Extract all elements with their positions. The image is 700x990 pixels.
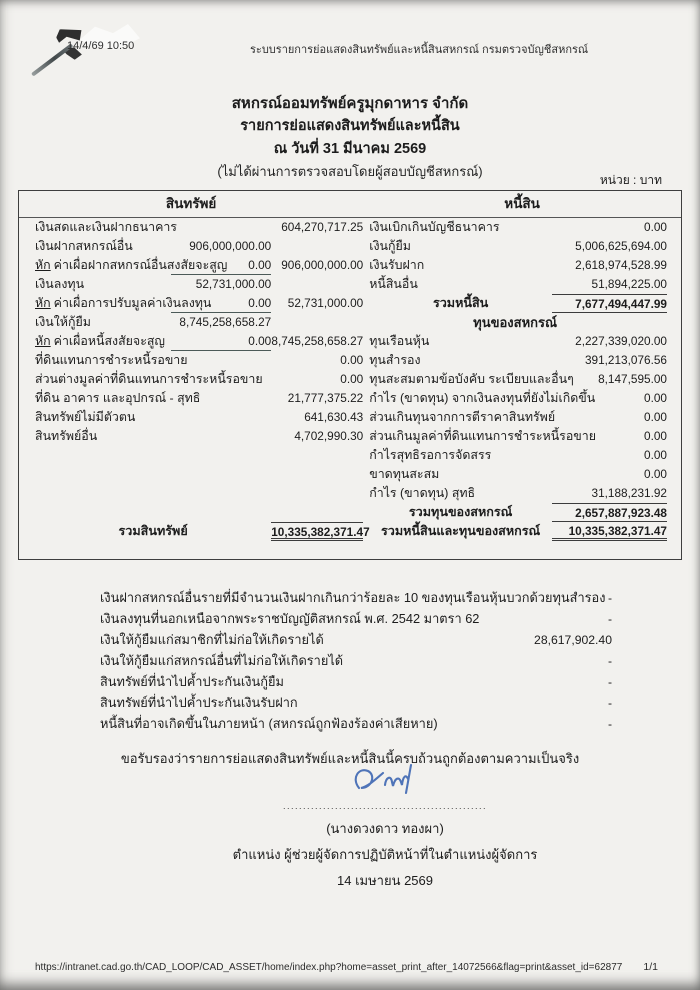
row-label: หนี้สินอื่น [369, 277, 418, 291]
row-inner-amount: 0.00 [171, 294, 271, 313]
liability-row [363, 256, 667, 275]
supplementary-row [100, 651, 612, 672]
equity-row [363, 351, 667, 370]
asset-row [35, 389, 363, 408]
row-inner-amount [171, 389, 271, 408]
grand-total-label: รวมหนี้สินและทุนของสหกรณ์ [380, 524, 541, 538]
equity-row [363, 427, 667, 446]
row-inner-amount: 0.00 [171, 332, 271, 351]
row-amount: 0.00 [644, 429, 667, 443]
equity-section-header: ทุนของสหกรณ์ [473, 315, 558, 330]
liability-row [363, 237, 667, 256]
row-label: ขาดทุนสะสม [369, 467, 440, 481]
row-label: หัก ค่าเผื่อการปรับมูลค่าเงินลงทุน [35, 296, 212, 310]
row-amount: 0.00 [644, 220, 667, 234]
asset-row [35, 256, 363, 275]
asset-row [35, 313, 363, 332]
equity-row [363, 484, 667, 503]
asset-row [35, 351, 363, 370]
signature-mark [345, 762, 425, 802]
table-header-row [19, 191, 681, 218]
row-amount: 0.00 [644, 410, 667, 424]
row-label: เงินให้กู้ยืมแก่สมาชิกที่ไม่ก่อให้เกิดรายได้ [100, 632, 324, 647]
grand-total-value: 10,335,382,371.47 [552, 522, 667, 541]
report-title: รายการย่อแสดงสินทรัพย์และหนี้สิน [240, 118, 460, 134]
equity-row [363, 446, 667, 465]
row-label: เงินกู้ยืม [369, 239, 411, 253]
equity-total-label: รวมทุนของสหกรณ์ [408, 505, 513, 519]
assets-total-label: รวมสินทรัพย์ [118, 524, 188, 538]
row-inner-amount: 906,000,000.00 [189, 239, 272, 253]
row-label: กำไร (ขาดทุน) สุทธิ [369, 486, 476, 500]
row-amount: - [607, 591, 612, 605]
as-of-date: ณ วันที่ 31 มีนาคม 2569 [273, 141, 427, 157]
row-label: หนี้สินที่อาจเกิดขึ้นในภายหน้า (สหกรณ์ถูกฟ้องร้องค่าเสียหาย) [100, 716, 438, 731]
row-label: เงินฝากสหกรณ์อื่น [35, 239, 133, 253]
row-outer-amount: 906,000,000.00 [281, 258, 364, 272]
equity-row [363, 408, 667, 427]
equity-row [363, 370, 667, 389]
balance-sheet-table [18, 190, 682, 560]
row-inner-amount: 52,731,000.00 [195, 277, 272, 291]
row-outer-amount [271, 237, 363, 256]
row-amount: 2,618,974,528.99 [575, 258, 667, 272]
print-system-title: ระบบรายการย่อแสดงสินทรัพย์และหนี้สินสหกรณ์ กรมตรวจบัญชีสหกรณ์ [250, 44, 589, 56]
assets-blank-space [35, 446, 363, 522]
row-label: ส่วนเกินมูลค่าที่ดินแทนการชำระหนี้รอขาย [369, 429, 596, 443]
org-name: สหกรณ์ออมทรัพย์ครูมุกดาหาร จำกัด [231, 95, 469, 112]
grand-total-row [363, 522, 667, 541]
row-label: เงินลงทุนที่นอกเหนือจากพระราชบัญญัติสหกรณ์ พ.ศ. 2542 มาตรา 62 [100, 611, 480, 626]
liabilities-total-label: รวมหนี้สิน [432, 296, 489, 310]
assets-total-value: 10,335,382,371.47 [271, 522, 363, 541]
signer-name: (นางดวงดาว ทองผา) [326, 821, 444, 836]
liabilities-header: หนี้สิน [504, 196, 540, 211]
row-inner-amount [171, 351, 271, 370]
row-outer-amount: 21,777,375.22 [287, 391, 364, 405]
asset-row [35, 294, 363, 313]
row-label: กำไร (ขาดทุน) จากเงินลงทุนที่ยังไม่เกิดขึ้น [369, 391, 596, 405]
supplementary-row [100, 588, 612, 609]
liabilities-total-row [363, 294, 667, 313]
asset-row [35, 408, 363, 427]
row-label: เงินฝากสหกรณ์อื่นรายที่มีจำนวนเงินฝากเกินกว่าร้อยละ 10 ของทุนเรือนหุ้นบวกด้วยทุนสำรอง [100, 590, 606, 605]
row-label: หัก ค่าเผื่อฝากสหกรณ์อื่นสงสัยจะสูญ [35, 258, 228, 272]
row-amount: - [607, 654, 612, 668]
row-label: ทุนสะสมตามข้อบังคับ ระเบียบและอื่นๆ [369, 372, 574, 386]
asset-row [35, 275, 363, 294]
unit-label: หน่วย : บาท [599, 173, 662, 187]
supplementary-section [100, 588, 612, 735]
row-label: ส่วนเกินทุนจากการตีราคาสินทรัพย์ [369, 410, 556, 424]
asset-row [35, 237, 363, 256]
supplementary-row [100, 672, 612, 693]
equity-total-value: 2,657,887,923.48 [552, 503, 667, 522]
page-indicator: 1/1 [643, 961, 658, 973]
asset-row [35, 218, 363, 237]
row-label: สินทรัพย์ที่นำไปค้ำประกันเงินรับฝาก [100, 695, 298, 710]
row-label: เงินให้กู้ยืมแก่สหกรณ์อื่นที่ไม่ก่อให้เกิดรายได้ [100, 653, 344, 668]
equity-row [363, 465, 667, 484]
signer-position: ตำแหน่ง ผู้ช่วยผู้จัดการปฏิบัติหน้าที่ในตำแหน่งผู้จัดการ [232, 847, 538, 862]
footer-url: https://intranet.cad.go.th/CAD_LOOP/CAD_ASSET/home/index.php?home=asset_print_after_14072566&flag=print&asset_id=62877 [35, 962, 623, 973]
row-amount: 0.00 [644, 467, 667, 481]
row-label: ส่วนต่างมูลค่าที่ดินแทนการชำระหนี้รอขาย [35, 372, 263, 386]
row-inner-amount [171, 427, 271, 446]
row-label: ที่ดินแทนการชำระหนี้รอขาย [35, 353, 188, 367]
row-amount: 0.00 [644, 391, 667, 405]
row-amount: 51,894,225.00 [591, 277, 667, 291]
row-label: ทุนสำรอง [369, 353, 421, 367]
row-outer-amount [271, 275, 363, 294]
equity-row [363, 332, 667, 351]
row-label: เงินรับฝาก [369, 258, 425, 272]
row-amount: - [607, 675, 612, 689]
asset-row [35, 427, 363, 446]
signature-block [70, 762, 700, 891]
row-inner-amount: 8,745,258,658.27 [179, 315, 272, 329]
assets-total-row [35, 522, 370, 541]
row-amount: 8,147,595.00 [598, 372, 667, 386]
row-label: สินทรัพย์ที่นำไปค้ำประกันเงินกู้ยืม [100, 674, 284, 689]
assets-column [19, 218, 370, 541]
row-amount: 2,227,339,020.00 [575, 334, 667, 348]
row-label: ทุนเรือนหุ้น [369, 334, 430, 348]
liabilities-total-value: 7,677,494,447.99 [552, 294, 667, 313]
supplementary-row [100, 609, 612, 630]
row-outer-amount: 0.00 [340, 372, 364, 386]
audit-note: (ไม่ได้ผ่านการตรวจสอบโดยผู้สอบบัญชีสหกรณ์) [217, 164, 483, 179]
row-amount: 5,006,625,694.00 [575, 239, 667, 253]
asset-row [35, 332, 363, 351]
row-inner-amount [171, 218, 271, 237]
row-label: เงินลงทุน [35, 277, 85, 291]
liability-row [363, 218, 667, 237]
supplementary-row [100, 714, 612, 735]
row-amount: 391,213,076.56 [584, 353, 667, 367]
row-label: สินทรัพย์อื่น [35, 429, 98, 443]
supplementary-row [100, 693, 612, 714]
row-label: หัก ค่าเผื่อหนี้สงสัยจะสูญ [35, 334, 165, 348]
row-amount: 28,617,902.40 [534, 633, 612, 647]
row-amount: 0.00 [644, 448, 667, 462]
liability-row [363, 275, 667, 294]
signature-date: 14 เมษายน 2569 [337, 873, 433, 888]
equity-row [363, 389, 667, 408]
equity-total-row [363, 503, 667, 522]
row-label: เงินเบิกเกินบัญชีธนาคาร [369, 220, 500, 234]
row-label: กำไรสุทธิรอการจัดสรร [369, 448, 492, 462]
row-label: ที่ดิน อาคาร และอุปกรณ์ - สุทธิ [35, 391, 201, 405]
row-outer-amount: 52,731,000.00 [287, 296, 364, 310]
row-inner-amount: 0.00 [171, 256, 271, 275]
row-inner-amount [171, 370, 271, 389]
row-outer-amount: 604,270,717.25 [281, 220, 364, 234]
print-datetime: 14/4/69 10:50 [67, 40, 135, 52]
row-amount: - [607, 717, 612, 731]
assets-header: สินทรัพย์ [165, 196, 217, 211]
row-label: เงินสดและเงินฝากธนาคาร [35, 220, 177, 234]
row-outer-amount: 4,702,990.30 [294, 429, 364, 443]
row-outer-amount: 8,745,258,658.27 [271, 334, 364, 348]
row-inner-amount [171, 408, 271, 427]
row-outer-amount [271, 313, 363, 332]
supplementary-row [100, 630, 612, 651]
certification-statement: ขอรับรองว่ารายการย่อแสดงสินทรัพย์และหนี้สินนี้ครบถ้วนถูกต้องตามความเป็นจริง [120, 751, 580, 766]
row-label: เงินให้กู้ยืม [35, 315, 91, 329]
asset-row [35, 370, 363, 389]
dotted-signature-line: ................................................... [282, 801, 488, 811]
row-outer-amount: 641,630.43 [304, 410, 364, 424]
row-amount: - [607, 612, 612, 626]
row-amount: 31,188,231.92 [591, 486, 667, 500]
row-amount: - [607, 696, 612, 710]
liabilities-column [363, 218, 681, 541]
row-label: สินทรัพย์ไม่มีตัวตน [35, 410, 136, 424]
row-outer-amount: 0.00 [340, 353, 364, 367]
